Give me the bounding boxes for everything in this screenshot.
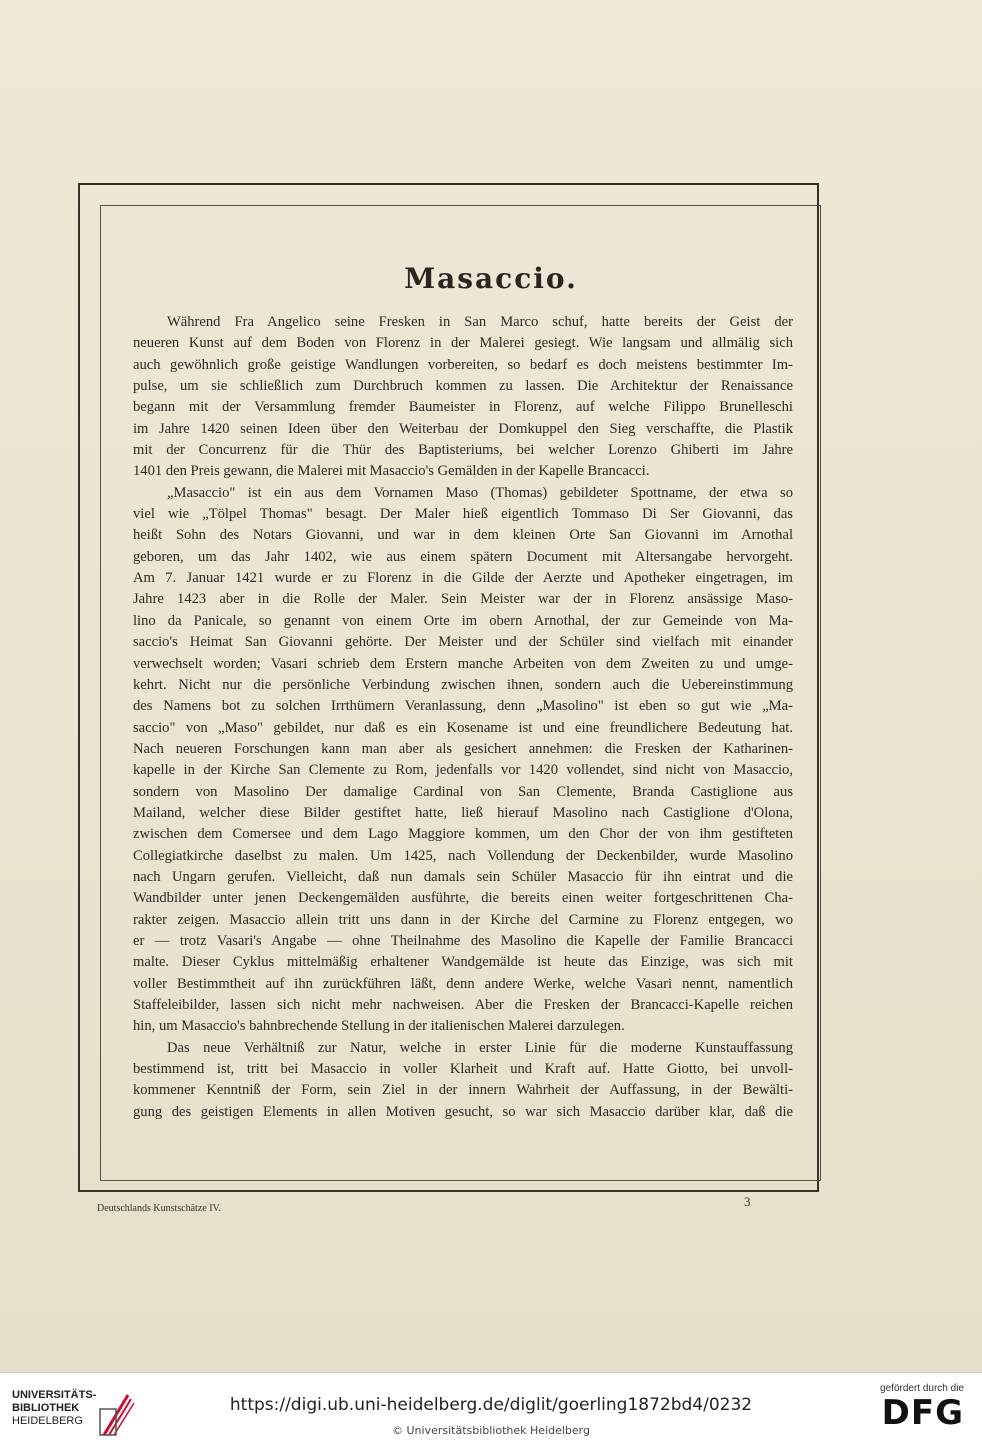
text-line: Das neue Verhältniß zur Natur, welche in erster Linie für die moderne Kunstauffassung xyxy=(167,1039,793,1056)
logo-line-3: HEIDELBERG xyxy=(12,1415,83,1427)
page-number: 3 xyxy=(744,1194,751,1209)
text-line: heißt Sohn des Notars Giovanni, und war in dem kleinen Orte San Giovanni im Arnothal xyxy=(133,527,793,544)
dfg-caption: gefördert durch die xyxy=(880,1383,964,1394)
text-line: „Masaccio" ist ein aus dem Vornamen Maso (Thomas) gebildeter Spottname, der etwa so xyxy=(167,484,793,501)
copyright-notice: © Universitätsbibliothek Heidelberg xyxy=(391,1424,590,1437)
text-line: neueren Kunst auf dem Boden von Florenz in der Malerei gesiegt. Wie langsam und allmälig sich xyxy=(133,335,793,352)
text-line: kapelle in der Kirche San Clemente zu Rom, jedenfalls vor 1420 vollendet, sind nicht von Masaccio, xyxy=(133,762,793,779)
running-footer: Deutschlands Kunstschätze IV. xyxy=(97,1203,221,1214)
text-line: er — trotz Vasari's Angabe — ohne Theilnahme des Masolino die Kapelle der Familie Brancacci xyxy=(133,932,793,949)
text-line: hin, um Masaccio's bahnbrechende Stellung in der italienischen Malerei darzulegen. xyxy=(133,1018,625,1035)
text-line: geboren, um das Jahr 1402, wie aus einem spätern Document mit Altersangabe hervorgeht. xyxy=(133,548,793,565)
text-line: auch gewöhnlich große geistige Wandlungen vorbereiten, so bedarf es doch meistens bestimmter Im- xyxy=(133,356,793,373)
text-line: bestimmend ist, tritt bei Masaccio in voller Klarheit und Kraft auf. Hatte Giotto, bei unvoll- xyxy=(133,1061,793,1078)
text-line: verwechselt worden; Vasari schrieb dem Erstern manche Arbeiten von dem Zweiten zu und umge- xyxy=(133,655,793,672)
text-line: kommener Kenntniß der Form, sein Ziel in der innern Wahrheit der Auffassung, in der Bewälti- xyxy=(133,1082,793,1099)
text-line: im Jahre 1420 seinen Ideen über den Weiterbau der Domkuppel den Sieg verschaffte, die Plastik xyxy=(133,420,793,437)
text-line: malte. Dieser Cyklus mittelmäßig erhaltener Wandgemälde ist heute das Einzige, was sich mit xyxy=(133,954,793,971)
text-line: mit der Concurrenz für die Thür des Baptisteriums, bei welcher Lorenzo Ghiberti im Jahre xyxy=(133,442,793,459)
text-line: 1401 den Preis gewann, die Malerei mit Masaccio's Gemälden in der Kapelle Brancacci. xyxy=(133,463,650,480)
text-line: Mailand, welcher diese Bilder gestiftet hatte, ließ hierauf Masolino nach Castiglione d'Olona, xyxy=(133,804,793,821)
text-line: Staffeleibilder, lassen sich nicht mehr nachweisen. Aber die Fresken der Brancacci-Kapelle reichen xyxy=(133,997,793,1013)
permalink-url[interactable]: https://digi.ub.uni-heidelberg.de/diglit/goerling1872bd4/0232 xyxy=(229,1395,753,1415)
text-line: kehrt. Nicht nur die persönliche Verbindung zwischen ihnen, sondern auch die Uebereinstimmung xyxy=(133,676,793,693)
text-line: rakter zeigen. Masaccio allein tritt uns dann in der Kirche del Carmine zu Florenz entgegen, wo xyxy=(133,911,793,928)
viewer-footer-bar xyxy=(0,1372,982,1450)
text-line: lino da Panicale, so genannt von einem Orte im obern Arnothal, der zur Gemeinde von Ma- xyxy=(133,612,793,629)
text-line: sondern von Masolino Der damalige Cardinal von San Clemente, Branda Castiglione aus xyxy=(133,783,793,800)
text-line: saccio" von „Maso" gebildet, nur daß es ein Kosename ist und eine freundlichere Bedeutung hat. xyxy=(133,719,793,736)
text-line: voller Bestimmtheit auf ihn zurückführen läßt, denn andere Werke, welche Vasari nennt, namentlich xyxy=(133,975,793,992)
text-line: Collegiatkirche daselbst zu malen. Um 1425, nach Vollendung der Deckenbilder, wurde Masolino xyxy=(133,847,793,864)
text-line: gung des geistigen Elements in allen Motiven gesucht, so war sich Masaccio darüber klar, daß die xyxy=(133,1103,793,1120)
text-line: Jahre 1423 aber in die Rolle der Maler. Sein Meister war der in Florenz ansässige Maso- xyxy=(133,591,793,608)
text-line: begann mit der Versammlung fremder Baumeister in Florenz, auf welche Filippo Brunelleschi xyxy=(133,399,793,416)
body-text xyxy=(133,312,793,1123)
logo-line-1: UNIVERSITÄTS- xyxy=(12,1389,97,1401)
text-line: Nach neueren Forschungen kann man aber als gesichert annehmen: die Fresken der Katharinen- xyxy=(133,740,793,757)
text-line: Wandbilder unter jenen Deckengemälden ausführte, die bereits einen weiter fortgeschrittenen Cha- xyxy=(133,890,793,907)
text-line: zwischen dem Comersee und dem Lago Maggiore kommen, um den Chor der von ihm gestifteten xyxy=(133,826,793,843)
text-line: des Namens bot zu solchen Irrthümern Veranlassung, denn „Masolino" ist eben so gut wie „Ma- xyxy=(133,698,793,715)
dfg-funding-logo[interactable] xyxy=(864,1383,964,1443)
text-line: pulse, um sie schließlich zum Durchbruch kommen zu lassen. Die Architektur der Renaissance xyxy=(133,378,793,395)
dfg-logo-text: DFG xyxy=(881,1393,964,1433)
text-line: viel wie „Tölpel Thomas" besagt. Der Maler hieß eigentlich Tommaso Di Ser Giovanni, das xyxy=(133,506,793,523)
text-line: Am 7. Januar 1421 wurde er zu Florenz in die Gilde der Aerzte und Apotheker eingetragen, im xyxy=(133,570,793,587)
page-title: Masaccio. xyxy=(404,262,578,295)
text-line: Während Fra Angelico seine Fresken in San Marco schuf, hatte bereits der Geist der xyxy=(167,314,793,330)
text-line: saccio's Heimat San Giovanni gehörte. Der Meister und der Schüler sind vielfach mit einander xyxy=(133,634,793,651)
text-line: nach Ungarn gerufen. Vielleicht, daß nun damals sein Schüler Masaccio für ihn eintrat und die xyxy=(133,868,793,885)
logo-line-2: BIBLIOTHEK xyxy=(12,1402,80,1414)
